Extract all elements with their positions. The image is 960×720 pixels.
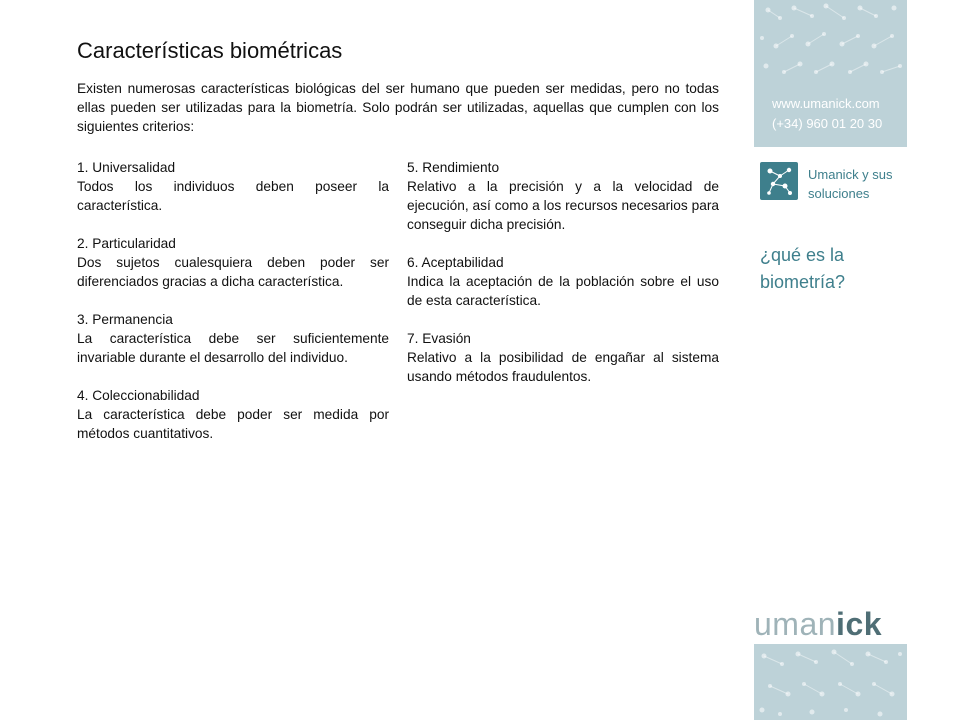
phone-number: (+34) 960 01 20 30: [772, 116, 883, 131]
criterion-description: Todos los individuos deben poseer la característica.: [77, 179, 389, 213]
biometrics-question-link[interactable]: [760, 242, 910, 296]
criterion-item: [407, 253, 719, 310]
logo-text-part1: uman: [754, 606, 837, 642]
network-dots-graphic: [760, 162, 798, 200]
criterion-description: Indica la aceptación de la población sobre el uso de esta característica.: [407, 274, 719, 308]
contact-info: [772, 94, 882, 134]
criterion-title: 3. Permanencia: [77, 312, 173, 327]
criterion-item: [77, 310, 389, 367]
criteria-column-right: [407, 158, 719, 405]
criterion-title: 6. Aceptabilidad: [407, 255, 504, 270]
criterion-item: [407, 329, 719, 386]
criterion-item: [77, 158, 389, 215]
dot-pattern-decoration: [754, 644, 907, 720]
criterion-title: 2. Particularidad: [77, 236, 176, 251]
criterion-title: 5. Rendimiento: [407, 160, 500, 175]
criteria-column-left: [77, 158, 389, 462]
question-line-2: biometría?: [760, 272, 846, 292]
criterion-item: [77, 234, 389, 291]
umanick-logo: [754, 604, 914, 644]
solutions-link[interactable]: Umanick y sus soluciones: [808, 167, 893, 201]
logo-text-part2: ick: [836, 606, 883, 642]
criterion-description: Relativo a la posibilidad de engañar al sistema usando métodos fraudulentos.: [407, 350, 719, 384]
criterion-item: [77, 386, 389, 443]
criterion-description: Relativo a la precisión y a la velocidad de ejecución, así como a los recursos necesarios para conseguir dicha precisión.: [407, 179, 719, 232]
criterion-description: La característica debe poder ser medida por métodos cuantitativos.: [77, 407, 389, 441]
network-dots-icon[interactable]: [760, 162, 798, 200]
criterion-description: Dos sujetos cualesquiera deben poder ser diferenciados gracias a dicha característica.: [77, 255, 389, 289]
criterion-item: [407, 158, 719, 234]
criterion-description: La característica debe ser suficientemente invariable durante el desarrollo del individuo.: [77, 331, 389, 365]
criterion-title: 7. Evasión: [407, 331, 471, 346]
question-line-1: ¿qué es la: [760, 245, 845, 265]
contact-panel: [754, 0, 907, 147]
intro-paragraph: Existen numerosas características biológicas del ser humano que pueden ser medidas, pero no todas ellas pueden ser utilizadas para la biometría. Solo podrán ser utilizadas, aquellas que cumplen con los siguientes criterios:: [77, 81, 719, 134]
criterion-title: 4. Coleccionabilidad: [77, 388, 200, 403]
criterion-title: 1. Universalidad: [77, 160, 176, 175]
page-title: Características biométricas: [77, 38, 343, 63]
bottom-pattern-panel: [754, 644, 907, 720]
website-url[interactable]: www.umanick.com: [772, 96, 880, 111]
